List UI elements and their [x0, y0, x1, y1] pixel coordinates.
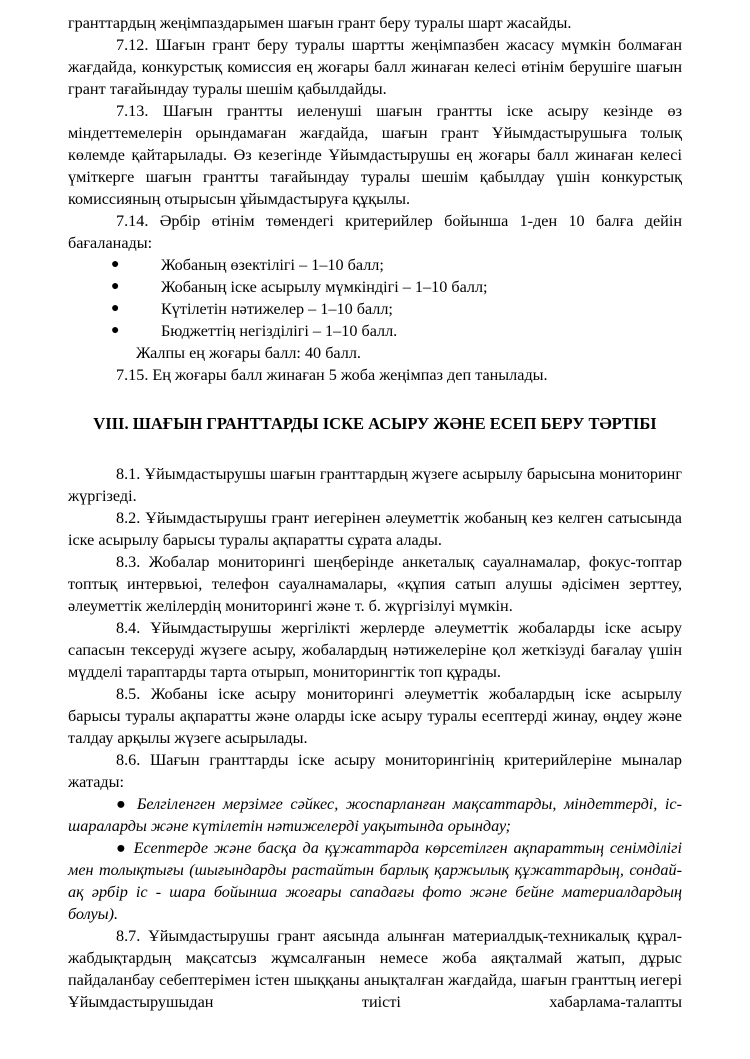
monitoring-criterion-2: ● Есептерде және басқа да құжаттарда көрсетілген ақпараттың сенімділігі мен толықтығы (шығындарды растайтын барлық қаржылық құжаттардың, сондай-ақ әрбір іс - шара бойынша жоғары сападағы фото және бейне материалдардың болуы). [68, 839, 682, 923]
paragraph-7-14: 7.14. Әрбір өтінім төмендегі критерийлер бойынша 1-ден 10 балға дейін бағаланады: [68, 212, 682, 252]
paragraph-8-6: 8.6. Шағын гранттарды іске асыру мониторингінің критерийлеріне мыналар жатады: [68, 751, 682, 791]
document-page [68, 12, 682, 1013]
bullet-icon: ● [111, 323, 120, 338]
paragraph-8-4: 8.4. Ұйымдастырушы жергілікті жерлерде әлеуметтік жобаларды іске асыру сапасын тексеруді жүзеге асыру, жобалардың нәтижелеріне қол жеткізуді бағалау үшін мүдделі тараптарды тарта отырып, мониторингтік топ құрады. [68, 619, 682, 681]
bullet-icon: ● [111, 279, 120, 294]
criteria-text: Жобаның іске асырылу мүмкіндігі – 1–10 балл; [161, 278, 488, 296]
section-heading: VIII. ШАҒЫН ГРАНТТАРДЫ ІСКЕ АСЫРУ ЖӘНЕ ЕСЕП БЕРУ ТӘРТІБІ [93, 414, 657, 433]
criteria-text: Бюджеттің негізділігі – 1–10 балл. [161, 322, 398, 340]
paragraph-7-12: 7.12. Шағын грант беру туралы шартты жеңімпазбен жасасу мүмкін болмаған жағдайда, конкурстық комиссия ең жоғары балл жинаған келесі өтінім берушіге шағын грант тағайындау туралы шешім қабылдайды. [68, 36, 682, 98]
total-score: Жалпы ең жоғары балл: 40 балл. [136, 344, 361, 362]
paragraph-continuation: гранттардың жеңімпаздарымен шағын грант беру туралы шарт жасайды. [68, 14, 572, 32]
criteria-text: Күтілетін нәтижелер – 1–10 балл; [161, 300, 393, 318]
paragraph-8-1: 8.1. Ұйымдастырушы шағын гранттардың жүзеге асырылу барысына мониторинг жүргізеді. [68, 465, 682, 505]
paragraph-7-15: 7.15. Ең жоғары балл жинаған 5 жоба жеңімпаз деп танылады. [116, 366, 548, 384]
criteria-list-item [111, 276, 682, 298]
paragraph-8-7: 8.7. Ұйымдастырушы грант аясында алынған материалдық-техникалық құрал-жабдықтардың мақсатсыз жұмсалғанын немесе жоба аяқталмай жатып, дұрыс пайдаланбау себептерімен істен шыққаны анықталған жағдайда, шағын гранттың иегері Ұйымдастырушыдан тиісті хабарлама-талапты [68, 927, 682, 1011]
criteria-text: Жобаның өзектілігі – 1–10 балл; [161, 256, 384, 274]
paragraph-8-2: 8.2. Ұйымдастырушы грант иегерінен әлеуметтік жобаның кез келген сатысында іске асырылу барысы туралы ақпаратты сұрата алады. [68, 509, 682, 549]
paragraph-8-5: 8.5. Жобаны іске асыру мониторингі әлеуметтік жобалардың іске асырылу барысы туралы ақпаратты және оларды іске асыру туралы есептерді жинау, өңдеу және талдау арқылы жүзеге асырылады. [68, 685, 682, 747]
criteria-list-item [111, 254, 682, 276]
paragraph-7-13: 7.13. Шағын грантты иеленуші шағын грантты іске асыру кезінде өз міндеттемелерін орындамаған жағдайда, шағын грант Ұйымдастырушыға толық көлемде қайтарылады. Өз кезегінде Ұйымдастырушы ең жоғары балл жинаған келесі үміткерге шағын грантты тағайындау туралы шешім қабылдау үшін конкурстық комиссияның отырысын ұйымдастыруға құқылы. [68, 102, 682, 208]
paragraph-8-3: 8.3. Жобалар мониторингі шеңберінде анкеталық сауалнамалар, фокус-топтар топтық интервьюі, телефон сауалнамалары, «құпия сатып алушы әдісімен зерттеу, әлеуметтік желілердің мониторингі және т. б. жүргізілуі мүмкін. [68, 553, 682, 615]
bullet-icon: ● [111, 301, 120, 316]
bullet-icon: ● [111, 257, 120, 272]
criteria-list-item [111, 320, 682, 342]
monitoring-criterion-1: ● Белгіленген мерзімге сәйкес, жоспарланған мақсаттарды, міндеттерді, іс-шараларды және күтілетін нәтижелерді уақытында орындау; [68, 795, 682, 835]
criteria-list-item [111, 298, 682, 320]
